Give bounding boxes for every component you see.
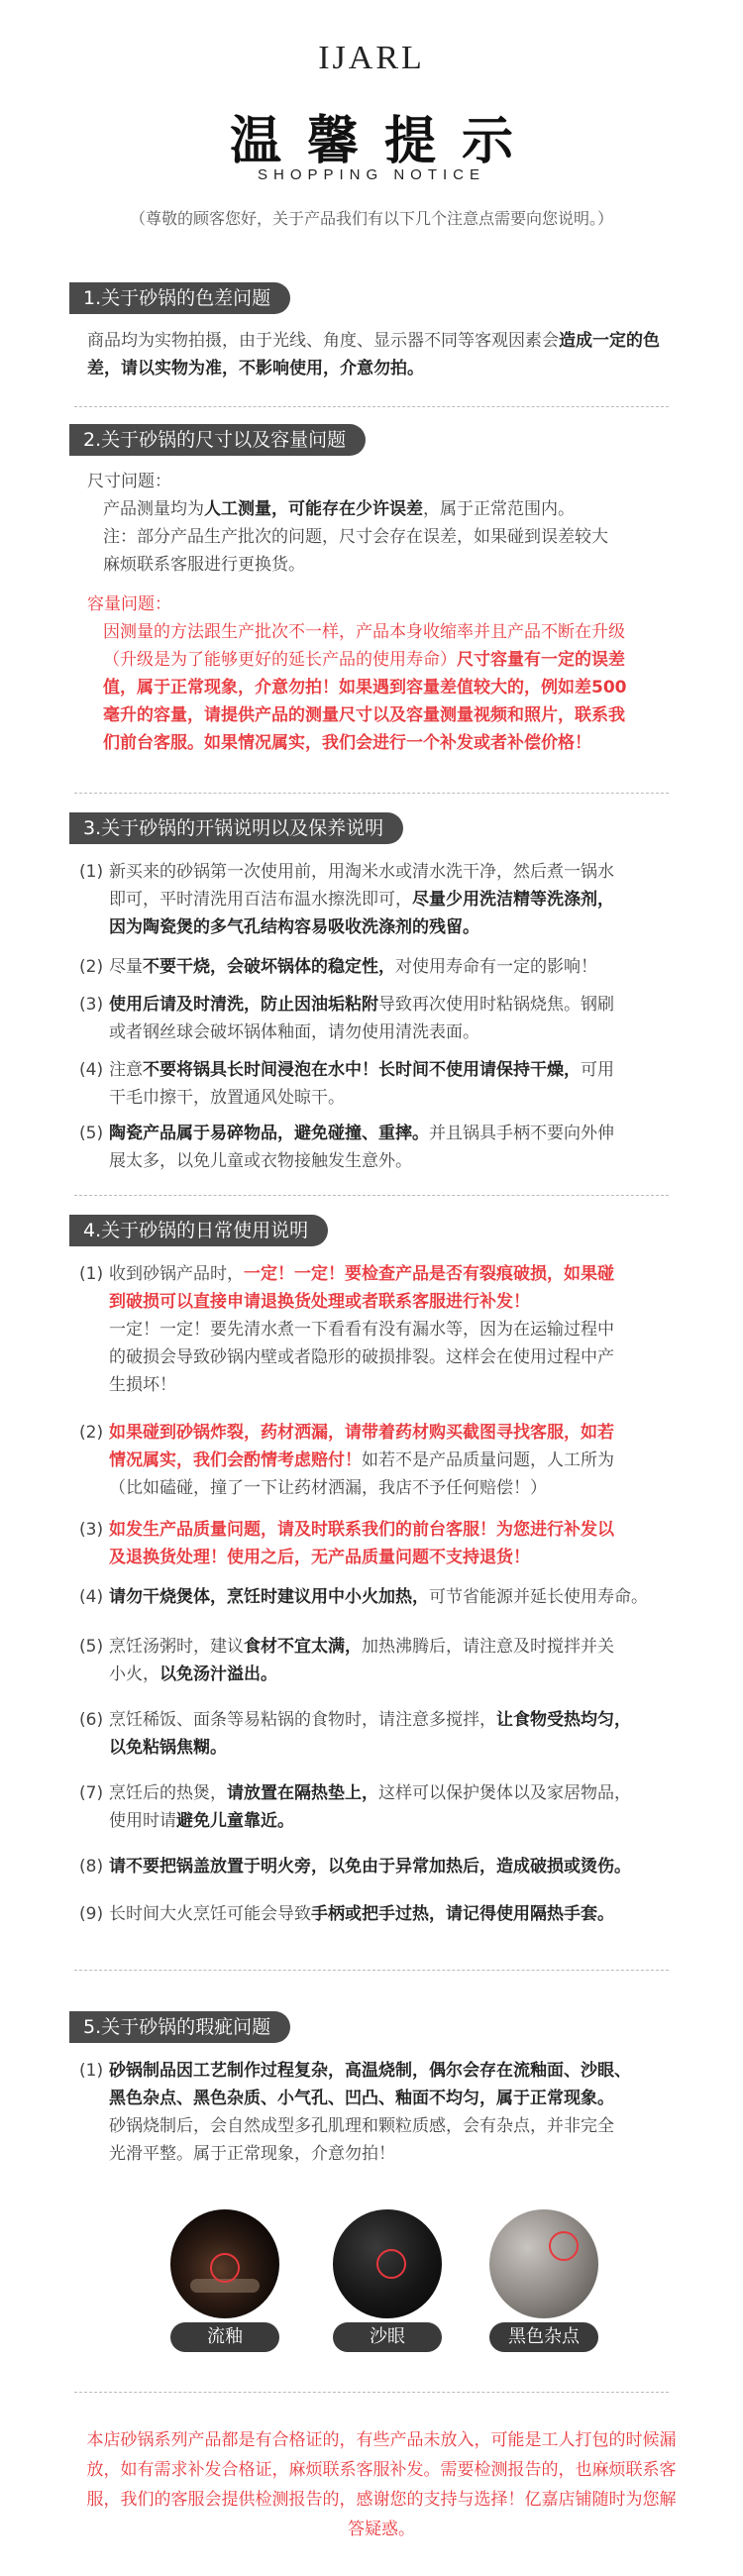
item-number: (3) [79,995,104,1015]
s4-i1-l5: 生损坏！ [109,1375,176,1395]
section-2-title: 2.关于砂锅的尺寸以及容量问题 [69,424,366,456]
s4-i5-l2b: 以免汤汁溢出。 [159,1664,277,1684]
defect-item-1 [79,2057,689,2168]
s3-i3-b: 导致再次使用时粘锅烧焦。钢刷 [378,995,614,1015]
capacity-line-2 [103,646,697,674]
item-number: (2) [79,957,104,977]
s4-i7-c: 这样可以保护煲体以及家居物品， [378,1783,631,1803]
s4-i7-l2a: 使用时请 [109,1811,176,1831]
s3-i5-a: 陶瓷产品属于易碎物品，避免碰撞、重摔。 [109,1124,429,1143]
s3-i4-b: 不要将锅具长时间浸泡在水中！长时间不使用请保持干燥， [143,1060,581,1080]
section-1-body [87,327,682,382]
capacity-line-3 [103,674,697,701]
section-3-title: 3.关于砂锅的开锅说明以及保养说明 [69,812,403,844]
s5-i1-l1: 砂锅制品因工艺制作过程复杂，高温烧制，偶尔会存在流釉面、沙眼、 [109,2061,631,2081]
s4-i7-a: 烹饪后的热煲， [109,1783,227,1803]
s4-i7-b: 请放置在隔热垫上， [227,1783,378,1803]
s3-i2-a: 尽量 [109,957,143,977]
s4-i9-b: 手柄或把手过热，请记得使用隔热手套。 [311,1904,614,1924]
care-item-4 [79,1056,689,1112]
example-label: 黑色杂点 [489,2322,598,2352]
s1-bold: 造成一定的色差，请以实物为准，不影响使用，介意勿拍。 [87,331,660,378]
s3-i1-l2b: 尽量少用洗洁精等洗涤剂， [412,890,614,910]
cap-l3: 值，属于正常现象，介意勿拍！如果遇到容量差值较大的，例如差500 [103,678,627,698]
usage-item-3 [79,1516,689,1571]
usage-item-5 [79,1633,689,1688]
black-spot-closeup-icon [489,2209,598,2318]
example-label: 流釉 [170,2322,279,2352]
usage-item-9 [79,1900,689,1928]
s5-i1-l2: 黑色杂点、黑色杂质、小气孔、凹凸、釉面不均匀，属于正常现象。 [109,2089,614,2108]
divider [74,406,669,407]
item-number: (8) [79,1857,104,1877]
section-4-title: 4.关于砂锅的日常使用说明 [69,1215,328,1246]
s3-i4-a: 注意 [109,1060,143,1080]
cap-b: 尺寸容量有一定的误差 [457,650,625,670]
care-item-2 [79,953,689,981]
footer-note: 本店砂锅系列产品都是有合格证的，有些产品未放入，可能是工人打包的时候漏放，如有需求补发合格证，麻烦联系客服补发。需要检测报告的，也麻烦联系客服，我们的客服会提供检测报告的，感谢您的支持与选择！亿嘉店铺随时为您解答疑惑。 [86,2430,677,2539]
s4-i5-l2a: 小火， [109,1664,159,1684]
divider [74,2392,669,2393]
s4-i5-c: 加热沸腾后，请注意及时搅拌并关 [362,1637,614,1657]
s4-i2-l1: 如果碰到砂锅炸裂，药材洒漏，请带着药材购买截图寻找客服，如若 [109,1423,614,1443]
item-number: (3) [79,1520,104,1540]
s3-i1-l3: 因为陶瓷煲的多气孔结构容易吸收洗涤剂的残留。 [109,917,479,937]
divider [74,1970,669,1971]
size-line-2: 注：部分产品生产批次的问题，尺寸会存在误差，如果碰到误差较大 [103,527,608,547]
usage-item-6 [79,1706,689,1762]
s2-a: 产品测量均为 [103,499,204,519]
s3-i5-b: 并且锅具手柄不要向外伸 [429,1124,614,1143]
s5-i1-l3: 砂锅烧制后，会自然成型多孔肌理和颗粒质感，会有杂点，并非完全 [109,2116,614,2136]
item-number: (5) [79,1637,104,1657]
item-number: (1) [79,1264,104,1284]
item-number: (4) [79,1060,104,1080]
s4-i4-a: 请勿干烧煲体，烹饪时建议用中小火加热， [109,1587,429,1607]
item-number: (1) [79,2061,104,2081]
s2-b: 人工测量，可能存在少许误差 [204,499,423,519]
cap-l4: 毫升的容量，请提供产品的测量尺寸以及容量测量视频和照片，联系我 [103,705,625,725]
item-number: (1) [79,862,104,882]
page-subtitle: SHOPPING NOTICE [257,166,486,183]
s3-i3-l2: 或者钢丝球会破坏锅体釉面，请勿使用清洗表面。 [109,1022,479,1042]
page-title: 温馨提示 [229,112,539,171]
example-label: 沙眼 [333,2322,442,2352]
s3-i2-c: 对使用寿命有一定的影响！ [395,957,597,977]
size-line-3: 麻烦联系客服进行更换货。 [103,555,305,575]
usage-item-1 [79,1260,689,1399]
care-item-1 [79,858,689,941]
capacity-line-4 [103,701,697,729]
s4-i4-b: 可节省能源并延长使用寿命。 [429,1587,648,1607]
care-item-3 [79,991,689,1046]
section-5-title: 5.关于砂锅的瑕疵问题 [69,2011,290,2043]
s3-i1-l1: 新买来的砂锅第一次使用前，用淘米水或清水洗干净，然后煮一锅水 [109,862,614,882]
s4-i5-a: 烹饪汤粥时，建议 [109,1637,244,1657]
s4-i5-b: 食材不宜太满， [244,1637,362,1657]
cap-l5: 们前台客服。如果情况属实，我们会进行一个补发或者补偿价格！ [103,733,591,753]
capacity-line-1: 因测量的方法跟生产批次不一样，产品本身收缩率并且产品不断在升级 [103,622,625,642]
s4-i3-l1: 如发生产品质量问题，请及时联系我们的前台客服！为您进行补发以 [109,1520,614,1540]
s4-i2-l2a: 情况属实，我们会酌情考虑赔付！ [109,1450,362,1470]
s4-i6-b: 让食物受热均匀， [496,1710,631,1730]
item-number: (9) [79,1904,104,1924]
s3-i4-c: 可用 [581,1060,614,1080]
usage-item-2 [79,1419,689,1502]
s3-i5-l2: 展太多，以免儿童或衣物接触发生意外。 [109,1151,412,1171]
size-line-1 [103,495,688,523]
capacity-line-5 [103,729,697,757]
item-number: (4) [79,1587,104,1607]
s3-i3-a: 使用后请及时清洗，防止因油垢粘附 [109,995,378,1015]
s4-i6-l2: 以免粘锅焦糊。 [109,1738,227,1758]
s4-i2-l2b: 如若不是产品质量问题，人工所为 [362,1450,614,1470]
size-label: 尺寸问题： [87,472,171,491]
s3-i4-l2: 干毛巾擦干，放置通风处晾干。 [109,1088,345,1108]
s4-i3-l2: 及退换货处理！使用之后，无产品质量问题不支持退货！ [109,1548,530,1567]
item-number: (7) [79,1783,104,1803]
s4-i2-l3: （比如磕碰，撞了一下让药材洒漏，我店不予任何赔偿！） [109,1478,547,1498]
s1-text: 商品均为实物拍摄，由于光线、角度、显示器不同等客观因素会 [87,331,559,351]
care-item-5 [79,1120,689,1175]
item-number: (5) [79,1124,104,1143]
intro-text: （尊敬的顾客您好，关于产品我们有以下几个注意点需要向您说明。） [129,209,613,228]
s3-i1-l2a: 即可，平时清洗用百洁布温水擦洗即可， [109,890,412,910]
s4-i1-l2: 到破损可以直接申请退换货处理或者联系客服进行补发！ [109,1292,530,1312]
s4-i9-a: 长时间大火烹饪可能会导致 [109,1904,311,1924]
divider [74,793,669,794]
s4-i1-b: 一定！一定！要检查产品是否有裂痕破损，如果碰 [244,1264,614,1284]
s2-c: ，属于正常范围内。 [423,499,575,519]
s4-i6-a: 烹饪稀饭、面条等易粘锅的食物时，请注意多搅拌， [109,1710,496,1730]
s5-i1-l4: 光滑平整。属于正常现象，介意勿拍！ [109,2144,395,2164]
capacity-label: 容量问题： [87,594,171,614]
pinhole-closeup-icon [333,2209,442,2318]
usage-item-8 [79,1853,689,1880]
divider [74,1195,669,1196]
s4-i1-l4: 的破损会导致砂锅内壁或者隐形的破损排裂。这样会在使用过程中产 [109,1347,614,1367]
glaze-flow-closeup-icon [170,2209,279,2318]
usage-item-4 [79,1583,689,1611]
section-1-title: 1.关于砂锅的色差问题 [69,282,290,314]
item-number: (2) [79,1423,104,1443]
brand-logo: IJARL [318,40,425,76]
cap-a: （升级是为了能够更好的延长产品的使用寿命） [103,650,457,670]
item-number: (6) [79,1710,104,1730]
s4-i1-l3: 一定！一定！要先清水煮一下看看有没有漏水等，因为在运输过程中 [109,1320,614,1340]
usage-item-7 [79,1779,689,1835]
s3-i2-b: 不要干烧，会破坏锅体的稳定性， [143,957,395,977]
s4-i7-l2b: 避免儿童靠近。 [176,1811,294,1831]
s4-i8-l1: 请不要把锅盖放置于明火旁，以免由于异常加热后，造成破损或烫伤。 [109,1857,631,1877]
s4-i1-a: 收到砂锅产品时， [109,1264,244,1284]
